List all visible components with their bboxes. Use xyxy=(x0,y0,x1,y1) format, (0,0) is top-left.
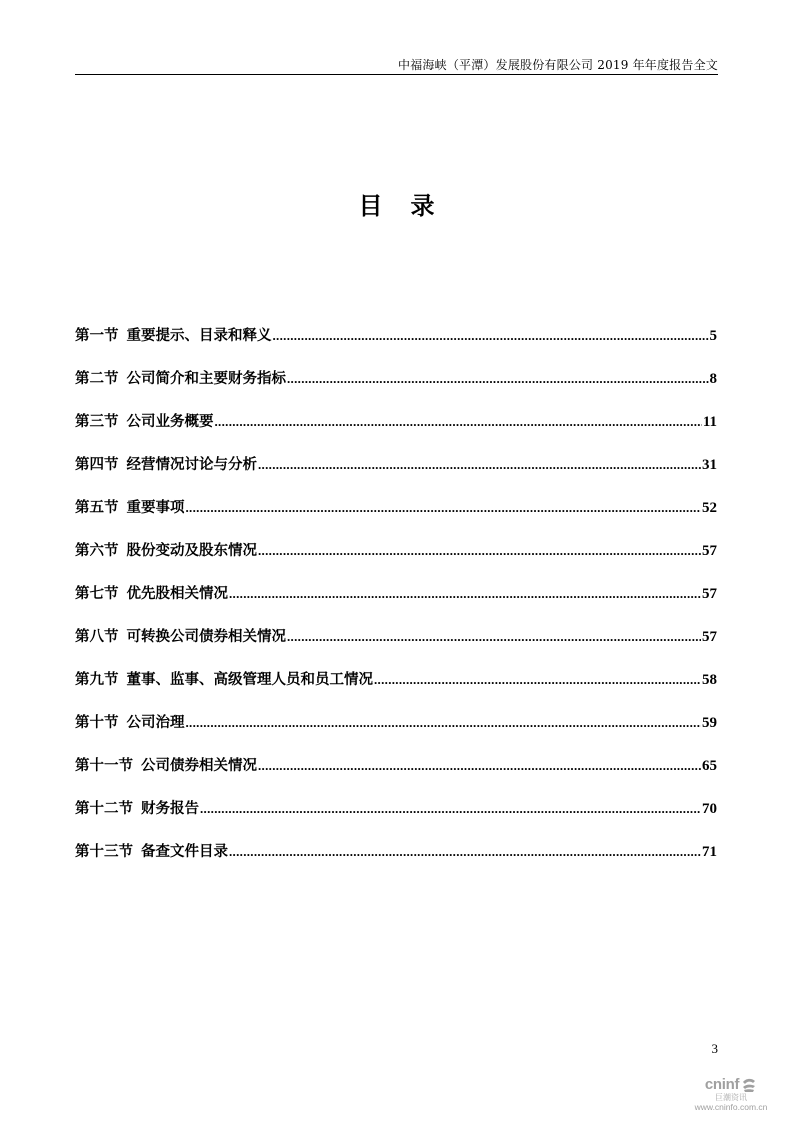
toc-section-number: 第七节 xyxy=(75,586,119,602)
toc-section-title: 公司业务概要 xyxy=(126,414,214,430)
toc-section-number: 第三节 xyxy=(75,414,119,430)
brand-chinese-name: 巨潮资讯 xyxy=(715,1093,747,1102)
toc-section-number: 第一节 xyxy=(75,328,119,344)
toc-entry[interactable] xyxy=(75,410,717,453)
toc-leader-dots xyxy=(287,371,709,387)
toc-section-title: 公司治理 xyxy=(126,715,185,731)
toc-entry[interactable] xyxy=(75,625,717,668)
toc-section-number: 第十三节 xyxy=(75,844,133,860)
brand-url: www.cninfo.com.cn xyxy=(694,1102,768,1112)
toc-section-number: 第九节 xyxy=(75,672,119,688)
toc-page-number: 58 xyxy=(702,672,717,688)
toc-page-number: 57 xyxy=(702,629,717,645)
toc-leader-dots xyxy=(258,457,701,473)
toc-section-title: 股份变动及股东情况 xyxy=(126,543,257,559)
toc-entry[interactable] xyxy=(75,324,717,367)
cninf-logo-icon xyxy=(741,1078,757,1092)
toc-section-title: 重要提示、目录和释义 xyxy=(126,328,272,344)
toc-leader-dots xyxy=(287,629,701,645)
toc-page-number: 59 xyxy=(702,715,717,731)
toc-entry[interactable] xyxy=(75,797,717,840)
toc-page-number: 31 xyxy=(702,457,717,473)
toc-section-number: 第八节 xyxy=(75,629,119,645)
toc-entry[interactable] xyxy=(75,367,717,410)
page-title: 目录 xyxy=(358,192,463,220)
toc-entry[interactable] xyxy=(75,582,717,625)
toc-leader-dots xyxy=(229,586,701,602)
toc-section-number: 第十二节 xyxy=(75,801,133,817)
toc-section-title: 可转换公司债券相关情况 xyxy=(126,629,286,645)
toc-section-title: 董事、监事、高级管理人员和员工情况 xyxy=(126,672,373,688)
toc-leader-dots xyxy=(186,500,702,516)
toc-section-number: 第五节 xyxy=(75,500,119,516)
toc-page-number: 65 xyxy=(702,758,717,774)
toc-leader-dots xyxy=(273,328,709,344)
toc-section-number: 第四节 xyxy=(75,457,119,473)
toc-leader-dots xyxy=(258,543,701,559)
toc-section-title: 公司债券相关情况 xyxy=(141,758,257,774)
toc-leader-dots xyxy=(258,758,701,774)
brand-wordmark: cninf xyxy=(704,1076,740,1093)
header-divider xyxy=(75,74,718,75)
toc-section-title: 财务报告 xyxy=(141,801,199,817)
toc-section-title: 备查文件目录 xyxy=(141,844,228,860)
toc-page-number: 8 xyxy=(709,371,717,387)
toc-section-title: 公司简介和主要财务指标 xyxy=(126,371,286,387)
running-header: 中福海峡（平潭）发展股份有限公司 2019 年年度报告全文 xyxy=(398,58,718,72)
toc-entry[interactable] xyxy=(75,539,717,582)
toc-section-number: 第六节 xyxy=(75,543,119,559)
toc-page-number: 11 xyxy=(702,414,717,430)
toc-section-title: 优先股相关情况 xyxy=(126,586,228,602)
toc-page-number: 5 xyxy=(709,328,717,344)
toc-page-number: 57 xyxy=(702,543,717,559)
toc-page-number: 57 xyxy=(702,586,717,602)
toc-page-number: 71 xyxy=(702,844,717,860)
toc-section-title: 重要事项 xyxy=(126,500,185,516)
toc-section-number: 第十节 xyxy=(75,715,119,731)
table-of-contents xyxy=(75,324,717,883)
toc-leader-dots xyxy=(229,844,701,860)
toc-section-title: 经营情况讨论与分析 xyxy=(126,457,257,473)
toc-leader-dots xyxy=(200,801,701,817)
toc-page-number: 70 xyxy=(702,801,717,817)
toc-entry[interactable] xyxy=(75,754,717,797)
toc-entry[interactable] xyxy=(75,668,717,711)
toc-entry[interactable] xyxy=(75,840,717,883)
toc-entry[interactable] xyxy=(75,496,717,539)
toc-entry[interactable] xyxy=(75,453,717,496)
toc-page-number: 52 xyxy=(702,500,717,516)
page-number: 3 xyxy=(711,1041,718,1056)
toc-leader-dots xyxy=(186,715,702,731)
toc-entry[interactable] xyxy=(75,711,717,754)
toc-leader-dots xyxy=(215,414,702,430)
toc-section-number: 第十一节 xyxy=(75,758,133,774)
toc-section-number: 第二节 xyxy=(75,371,119,387)
toc-leader-dots xyxy=(374,672,701,688)
cninfo-watermark xyxy=(693,1076,769,1112)
